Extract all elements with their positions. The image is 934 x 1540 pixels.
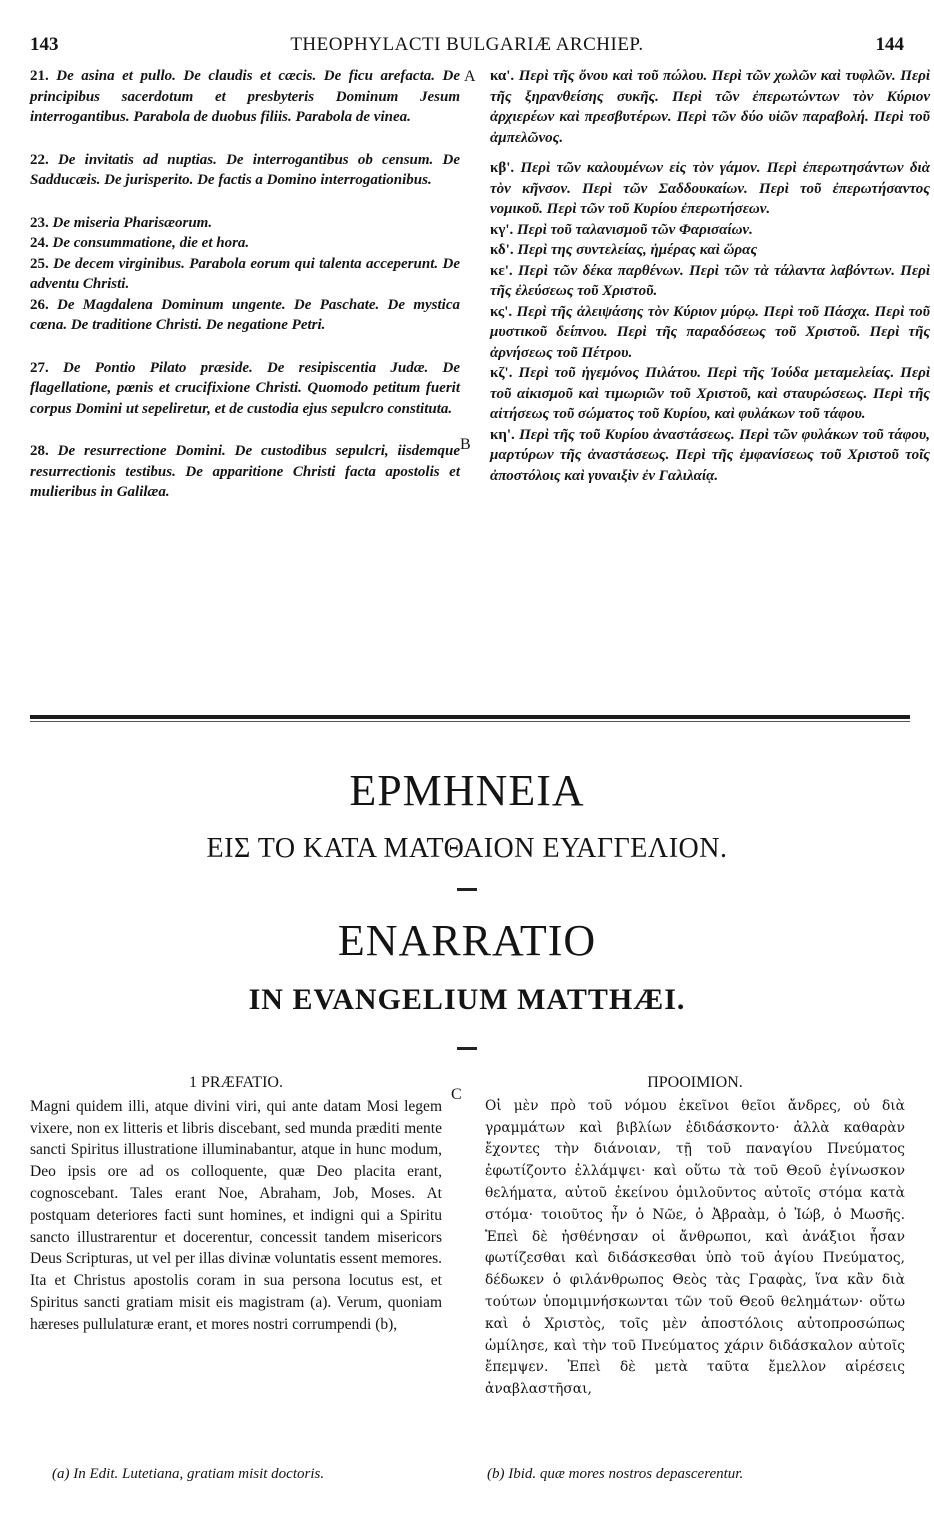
margin-mark-b: B bbox=[460, 436, 471, 453]
greek-main-title: ΕΡΜΗΝΕΙΑ bbox=[349, 766, 585, 815]
latin-index-column bbox=[30, 66, 460, 503]
footnote-a: (a) In Edit. Lutetiana, gratiam misit doctoris. bbox=[52, 1466, 325, 1482]
greek-entry: κη'. Περὶ τῆς τοῦ Κυρίου ἀναστάσεως. Περὶ τῶν φυλάκων τοῦ τάφου, μαρτύρων τῆς ἀναστάσεως. Περὶ τῆς ἐμφανίσεως τοῦ Χριστοῦ τοῖς ἀποστόλοις καὶ γυναιξὶν ἐν Γαλιλαίᾳ. bbox=[490, 426, 930, 484]
latin-entry: 22. De invitatis ad nuptias. De interrogantibus ob censum. De Sadducæis. De jurisperito. De factis a Domino interrogationibus. bbox=[30, 151, 461, 188]
latin-preface bbox=[30, 1072, 442, 1336]
greek-entry: κα'. Περὶ τῆς ὄνου καὶ τοῦ πώλου. Περὶ τῶν χωλῶν καὶ τυφλῶν. Περὶ τῆς ξηρανθείσης συκῆς. Περὶ τῶν ἐπερωτώντων τὸν Κύριον ἀρχιερέων καὶ πρεσβυτέρων. Περὶ τῶν δύο υἱῶν παραβολή. Περὶ τοῦ ἀμπελῶνος. bbox=[490, 68, 930, 146]
greek-entry: κζ'. Περὶ τοῦ ἡγεμόνος Πιλάτου. Περὶ τῆς Ἰούδα μεταμελείας. Περὶ τοῦ αἰκισμοῦ καὶ τιμωριῶν τοῦ Χριστοῦ, καὶ σταυρώσεως. Περὶ τῆς αἰτήσεως τοῦ σώματος τοῦ Κυρίου, καὶ φυλάκων τοῦ τάφου. bbox=[490, 365, 931, 422]
greek-entry: κε'. Περὶ τῶν δέκα παρθένων. Περὶ τῶν τὰ τάλαντα λαβόντων. Περὶ τῆς ἐλεύσεως τοῦ Χριστοῦ. bbox=[490, 262, 931, 299]
title-dash bbox=[457, 1047, 477, 1050]
greek-entry: κς'. Περὶ τῆς ἀλειψάσης τὸν Κύριον μύρῳ. Περὶ τοῦ Πάσχα. Περὶ τοῦ μυστικοῦ δείπνου. Περὶ τῆς παραδόσεως τοῦ Χριστοῦ. Περὶ τῆς ἀρνήσεως τοῦ Πέτρου. bbox=[490, 303, 931, 361]
latin-entry: 24. De consummatione, die et hora. bbox=[30, 235, 250, 251]
latin-subtitle: IN EVANGELIUM MATTHÆI. bbox=[248, 983, 686, 1016]
latin-entry: 27. De Pontio Pilato præside. De resipiscentia Judæ. De flagellatione, pœnis et crucifixione Christi. Quomodo petitum fuerit corpus Domini ut sepeliretur, et de custodia ejus sepulcro constituta. bbox=[30, 359, 461, 417]
latin-entry: 21. De asina et pullo. De claudis et cæcis. De ficu arefacta. De principibus sacerdotum et presbyteris Dominum Jesum interrogantibus. Parabola de duobus filiis. Parabola de vinea. bbox=[30, 68, 460, 125]
running-header bbox=[30, 34, 904, 58]
section-divider-thin bbox=[30, 721, 910, 722]
greek-subtitle: ΕΙΣ ΤΟ ΚΑΤΑ ΜΑΤΘΑΙΟΝ ΕΥΑΓΓΕΛΙΟΝ. bbox=[206, 833, 728, 864]
latin-entry: 28. De resurrectione Domini. De custodibus sepulcri, iisdemque resurrectionis testibus. De apparitione Christi facta apostolis et mulieribus in Galilæa. bbox=[30, 443, 460, 500]
greek-index-column bbox=[490, 66, 930, 486]
latin-entry: 25. De decem virginibus. Parabola eorum qui talenta acceperunt. De adventu Christi. bbox=[30, 255, 460, 292]
margin-mark-a: A bbox=[464, 68, 476, 85]
running-title: THEOPHYLACTI BULGARIÆ ARCHIEP. bbox=[290, 34, 644, 55]
footnote-b: (b) Ibid. quæ mores nostros depascerentur. bbox=[487, 1466, 744, 1482]
greek-preface-heading: ΠΡΟΟΙΜΙΟΝ. bbox=[647, 1074, 743, 1091]
greek-entry: κβ'. Περὶ τῶν καλουμένων εἰς τὸν γάμον. Περὶ ἐπερωτησάντων διὰ τὸν κῆνσον. Περὶ τῶν Σαδδουκαίων. Περὶ τοῦ ἐπερωτήσαντος νομικοῦ. Περὶ τῶν τοῦ Κυρίου ἐπερωτήσεων. bbox=[490, 160, 930, 217]
title-dash bbox=[457, 888, 477, 891]
greek-preface-text: Οἱ μὲν πρὸ τοῦ νόμου ἐκεῖνοι θεῖοι ἄνδρες, οὐ διὰ γραμμάτων καὶ βιβλίων ἐδιδάσκοντο· ἀλλὰ καθαρὰν ἔχοντες τὴν διάνοιαν, τῇ τοῦ παναγίου Πνεύματος ἐφωτίζοντο ἐλλάμψει· καὶ οὕτω τὰ τοῦ Θεοῦ ἐγίνωσκον θελήματα, αὐτοῦ ἐκείνου ὁμιλοῦντος αὐτοῖς στόμα κατὰ στόμα· τοιοῦτος ἦν ὁ Νῶε, ὁ Ἀβραὰμ, ὁ Ἰώβ, ὁ Μωσῆς. Ἐπεὶ δὲ ἠσθένησαν οἱ ἄνθρωποι, καὶ ἀνάξιοι ἦσαν φωτίζεσθαι καὶ διδάσκεσθαι ὑπὸ τοῦ ἁγίου Πνεύματος, δέδωκεν ὁ φιλάνθρωπος Θεὸς τὰς Γραφὰς, ἵνα κἂν διὰ τούτων ὑπομιμνήσκωνται τῶν τοῦ Θεοῦ θελημάτων· οὕτω καὶ ὁ Χριστὸς, τοῖς μὲν ἀποστόλοις αὐτοπροσώπως ὡμίλησε, καὶ τὴν τοῦ Πνεύματος χάριν διδάσκαλον αὐτοῖς ἔπεμψεν. Ἐπεὶ δὲ μετὰ ταῦτα ἔμελλον αἱρέσεις ἀναβλαστῆσαι, bbox=[485, 1097, 905, 1398]
section-divider bbox=[30, 715, 910, 719]
latin-preface-text: Magni quidem illi, atque divini viri, qui ante datam Mosi legem vixere, non ex litteris et libris discebant, sed munda præditi mente sancti Spiritus illustratione illuminabantur, atque in hunc modum, Deo ipsis ore ad os colloquente, quæ Deo placita erant, cognoscebant. Tales erant Noe, Abraham, Job, Moses. At postquam deteriores facti sunt homines, et indigni qui a Spiritu sancto illustrarentur et docerentur, concessit tandem misericors Deus Scripturas, ut vel per illas divinæ voluntatis essent memores. Ita et Christus apostolis coram in sua persona locutus est, et Spiritus sancti gratiam misit eis magistram (a). Verum, quoniam hæreses pullulaturæ erant, et mores nostri corrumpendi (b), bbox=[30, 1097, 442, 1333]
greek-entry: κδ'. Περὶ της συντελείας, ἡμέρας καὶ ὥρας bbox=[490, 242, 758, 258]
latin-entry: 26. De Magdalena Dominum ungente. De Paschate. De mystica cœna. De traditione Christi. De negatione Petri. bbox=[30, 296, 460, 333]
right-page-number: 144 bbox=[875, 34, 904, 55]
margin-mark-c: C bbox=[451, 1086, 462, 1103]
greek-entry: κγ'. Περὶ τοῦ ταλανισμοῦ τῶν Φαρισαίων. bbox=[490, 221, 753, 238]
latin-preface-heading: 1 PRÆFATIO. bbox=[189, 1074, 283, 1091]
greek-preface bbox=[485, 1072, 905, 1401]
left-page-number: 143 bbox=[30, 34, 59, 55]
latin-main-title: ENARRATIO bbox=[337, 916, 597, 965]
latin-entry: 23. De miseria Pharisæorum. bbox=[30, 214, 213, 231]
